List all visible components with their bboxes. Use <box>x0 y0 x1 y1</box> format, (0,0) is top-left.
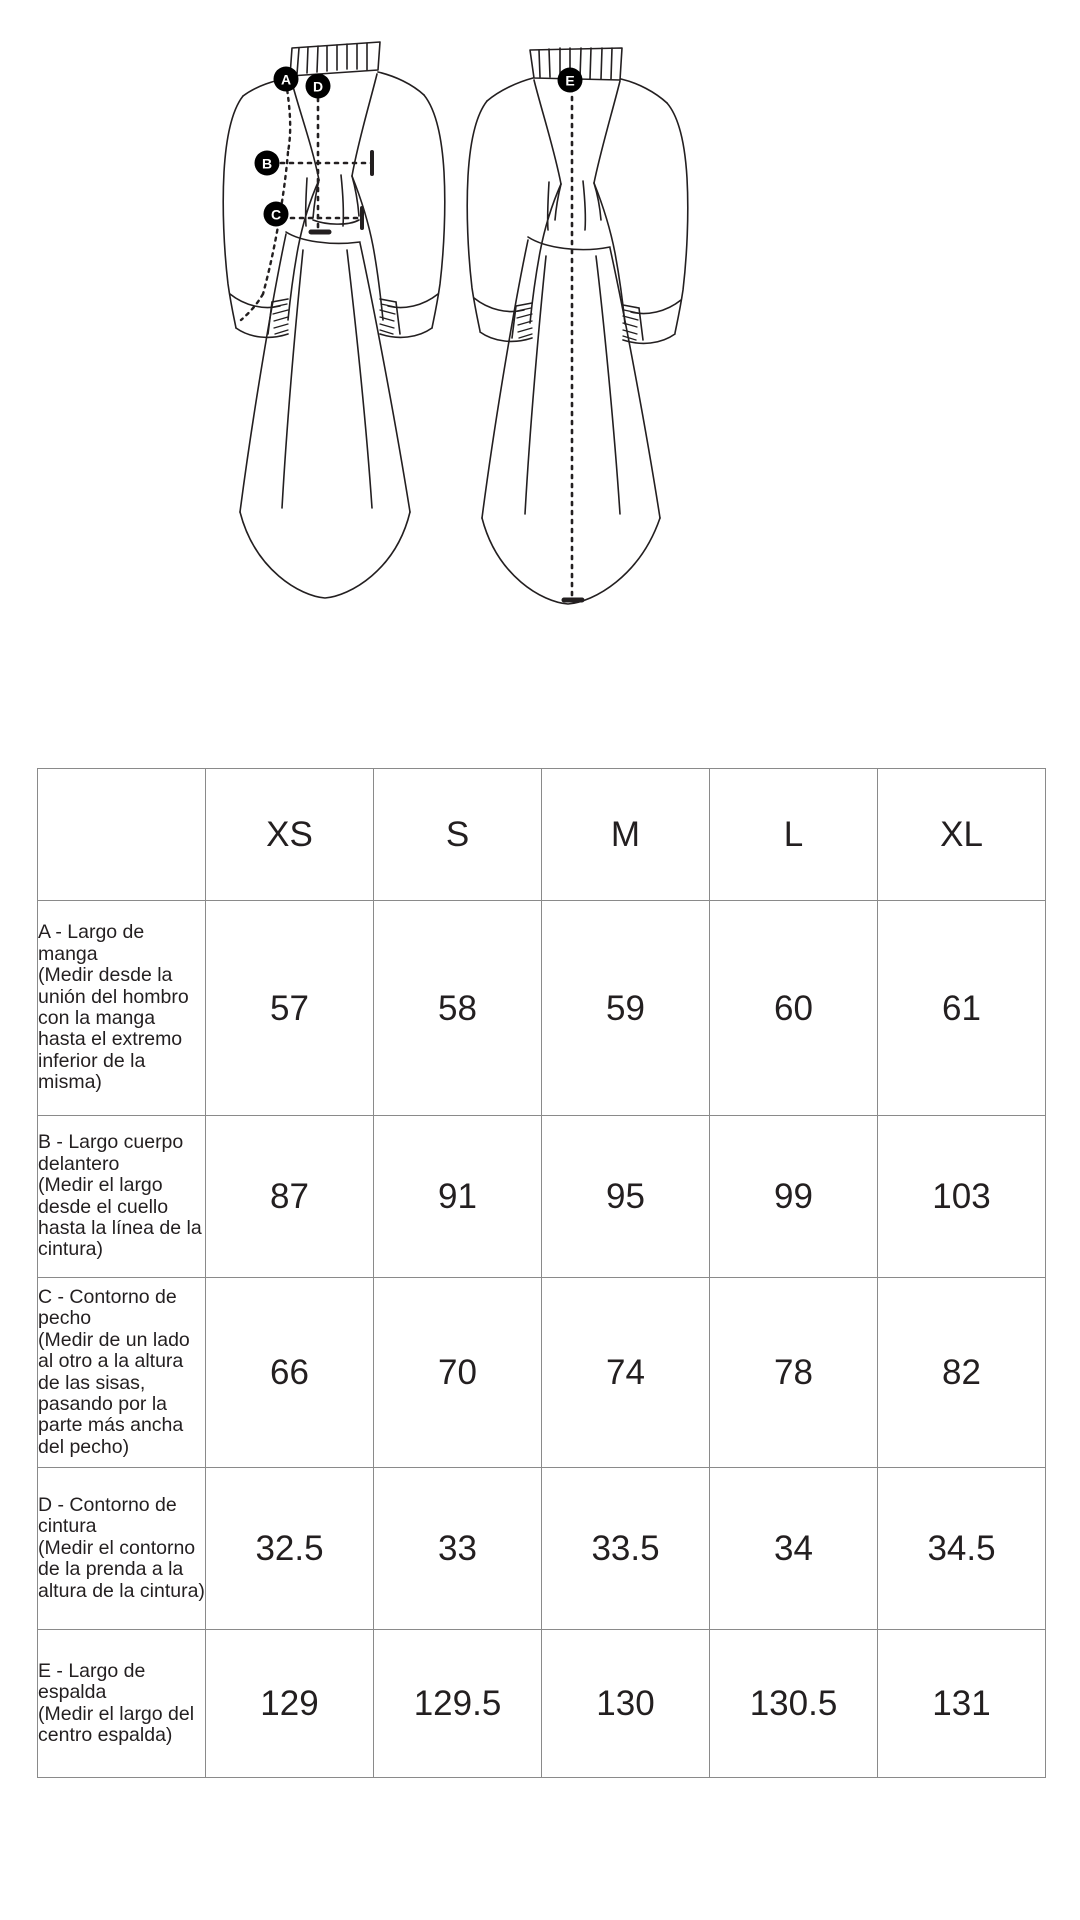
cell-b-xs: 87 <box>206 1116 374 1278</box>
table-row <box>38 1468 1046 1630</box>
measurements-table <box>37 768 1046 1778</box>
cell-c-s: 70 <box>374 1278 542 1468</box>
cell-c-xs: 66 <box>206 1278 374 1468</box>
marker-e <box>558 68 583 93</box>
cell-e-xs: 129 <box>206 1630 374 1778</box>
cell-d-l: 34 <box>710 1468 878 1630</box>
header-size-s: S <box>374 769 542 901</box>
cell-d-m: 33.5 <box>542 1468 710 1630</box>
cell-d-s: 33 <box>374 1468 542 1630</box>
back-view <box>467 48 688 604</box>
row-label-d: D - Contorno de cintura (Medir el contorno de la prenda a la altura de la cintura) <box>38 1468 206 1630</box>
cell-b-m: 95 <box>542 1116 710 1278</box>
row-label-a: A - Largo de manga (Medir desde la unión del hombro con la manga hasta el extremo inferior de la misma) <box>38 901 206 1116</box>
table-header-row <box>38 769 1046 901</box>
cell-a-l: 60 <box>710 901 878 1116</box>
svg-text:E: E <box>565 72 575 89</box>
size-chart <box>37 768 1045 1778</box>
header-corner-cell <box>38 769 206 901</box>
table-row <box>38 1116 1046 1278</box>
cell-a-s: 58 <box>374 901 542 1116</box>
cell-c-xl: 82 <box>878 1278 1046 1468</box>
header-size-m: M <box>542 769 710 901</box>
cell-b-s: 91 <box>374 1116 542 1278</box>
marker-a <box>274 67 299 92</box>
front-view <box>223 42 445 598</box>
cell-a-xl: 61 <box>878 901 1046 1116</box>
table-row <box>38 901 1046 1116</box>
marker-b <box>255 151 280 176</box>
table-row <box>38 1278 1046 1468</box>
cell-e-m: 130 <box>542 1630 710 1778</box>
cell-b-xl: 103 <box>878 1116 1046 1278</box>
header-size-l: L <box>710 769 878 901</box>
cell-c-l: 78 <box>710 1278 878 1468</box>
cell-e-s: 129.5 <box>374 1630 542 1778</box>
cell-a-m: 59 <box>542 901 710 1116</box>
cell-e-l: 130.5 <box>710 1630 878 1778</box>
cell-c-m: 74 <box>542 1278 710 1468</box>
cell-a-xs: 57 <box>206 901 374 1116</box>
cell-d-xl: 34.5 <box>878 1468 1046 1630</box>
row-label-b: B - Largo cuerpo delantero (Medir el largo desde el cuello hasta la línea de la cintura) <box>38 1116 206 1278</box>
row-label-c: C - Contorno de pecho (Medir de un lado al otro a la altura de las sisas, pasando por la parte más ancha del pecho) <box>38 1278 206 1468</box>
header-size-xs: XS <box>206 769 374 901</box>
svg-text:D: D <box>312 78 324 95</box>
table-row <box>38 1630 1046 1778</box>
marker-d <box>306 74 331 99</box>
marker-c <box>264 202 289 227</box>
cell-b-l: 99 <box>710 1116 878 1278</box>
cell-d-xs: 32.5 <box>206 1468 374 1630</box>
svg-text:C: C <box>270 206 282 223</box>
row-label-e: E - Largo de espalda (Medir el largo del centro espalda) <box>38 1630 206 1778</box>
garment-illustration <box>0 0 1080 636</box>
header-size-xl: XL <box>878 769 1046 901</box>
svg-text:B: B <box>261 155 273 172</box>
svg-text:A: A <box>280 71 292 88</box>
cell-e-xl: 131 <box>878 1630 1046 1778</box>
